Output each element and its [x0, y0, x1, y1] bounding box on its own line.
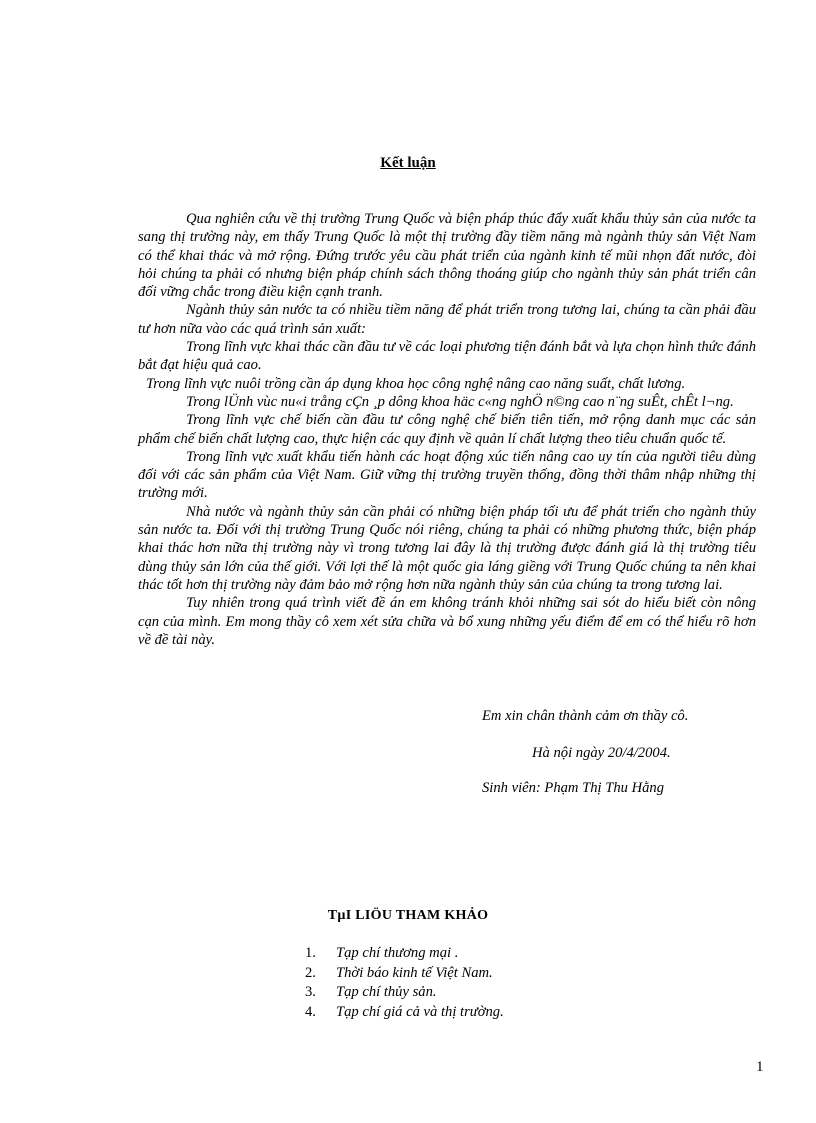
- reference-number: 1.: [305, 945, 316, 961]
- paragraph: Ngành thủy sản nước ta có nhiều tiềm năng để phát triển trong tương lai, chúng ta cần phải đầu tư hơn nữa vào các quá trình sản xuất:: [138, 302, 756, 337]
- paragraph: Tuy nhiên trong quá trình viết đề án em không tránh khỏi những sai sót do hiểu biết còn nông cạn của mình. Em mong thầy cô xem xét sửa chữa và bổ xung những yếu điểm để em có thể hiểu rõ hơn về đề tài này.: [138, 595, 756, 648]
- reference-number: 3.: [305, 984, 316, 1000]
- paragraph: Nhà nước và ngành thủy sản cần phải có những biện pháp tối ưu để phát triển cho ngành thủy sản nước ta. Đối với thị trường Trung Quốc nói riêng, chúng ta phải có những phương thức, biện pháp khai thác hơn nữa thị trường này vì trong tương lai đây là thị trường được đánh giá là thị trường tiêu dùng thủy sản lớn của thế giới. Với lợi thế là một quốc gia láng giềng với Trung Quốc chúng ta nên khai thác tốt hơn thị trường này đảm bảo mở rộng hơn nữa ngành thủy sản của chúng ta trong tương lai.: [138, 503, 756, 593]
- reference-number: 4.: [305, 1003, 316, 1020]
- conclusion-body: [138, 210, 756, 649]
- page-number: 1: [756, 1059, 764, 1075]
- paragraph: Qua nghiên cứu về thị trường Trung Quốc và biện pháp thúc đẩy xuất khẩu thủy sản của nước ta sang thị trường này, em thấy Trung Quốc là một thị trường đầy tiềm năng mà ngành thủy sản Việt Nam có thể khai thác và mở rộng. Đứng trước yêu cầu phát triển của ngành kinh tế mũi nhọn đất nước, đòi hỏi chúng ta phải có nhưng biện pháp chính sách thông thoáng giúp cho ngành thủy sản phát triển cân đối vững chắc trong điều kiện cạnh tranh.: [138, 211, 756, 301]
- reference-item: [305, 964, 504, 984]
- paragraph: Trong lĩnh vực khai thác cần đầu tư về các loại phương tiện đánh bắt và lựa chọn hình thức đánh bắt đạt hiệu quả cao.: [138, 339, 756, 374]
- references-title: TµI LIÖU THAM KHẢO: [327, 908, 489, 923]
- reference-number: 2.: [305, 964, 316, 981]
- reference-text: Tạp chí thương mại .: [336, 945, 459, 961]
- thanks-line: Em xin chân thành cảm ơn thầy cô.: [482, 708, 689, 724]
- reference-text: Thời báo kinh tế Việt Nam.: [336, 964, 493, 981]
- paragraph: Trong lĩnh vực nuôi trồng cần áp dụng khoa học công nghệ nâng cao năng suất, chất lương.: [146, 375, 686, 392]
- reference-item: [305, 1003, 504, 1023]
- signature-line: Sinh viên: Phạm Thị Thu Hằng: [482, 780, 665, 796]
- references-list: [305, 944, 504, 1022]
- reference-text: Tạp chí thủy sản.: [336, 984, 437, 1000]
- conclusion-title: Kết luận: [380, 155, 436, 171]
- reference-text: Tạp chí giá cả và thị trường.: [336, 1003, 504, 1020]
- paragraph-garbled: Trong lÜnh vùc nu«i trång cÇn ¸p dông khoa häc c«ng nghÖ n©ng cao n¨ng suÊt, chÊt l¬ng.: [186, 393, 734, 410]
- paragraph: Trong lĩnh vực chế biến cần đầu tư công nghệ chế biến tiên tiến, mở rộng danh mục các sản phẩm chế biến chất lượng cao, thực hiện các quy định về quản lí chất lượng theo tiêu chuẩn quốc tế.: [138, 412, 756, 447]
- reference-item: [305, 983, 504, 1003]
- paragraph: Trong lĩnh vực xuất khẩu tiến hành các hoạt động xúc tiến nâng cao uy tín của người tiêu dùng đối với các sản phẩm của Việt Nam. Giữ vững thị trường truyền thống, đồng thời thâm nhập những thị trường mới.: [138, 448, 756, 502]
- date-line: Hà nội ngày 20/4/2004.: [532, 745, 671, 761]
- reference-item: [305, 944, 504, 964]
